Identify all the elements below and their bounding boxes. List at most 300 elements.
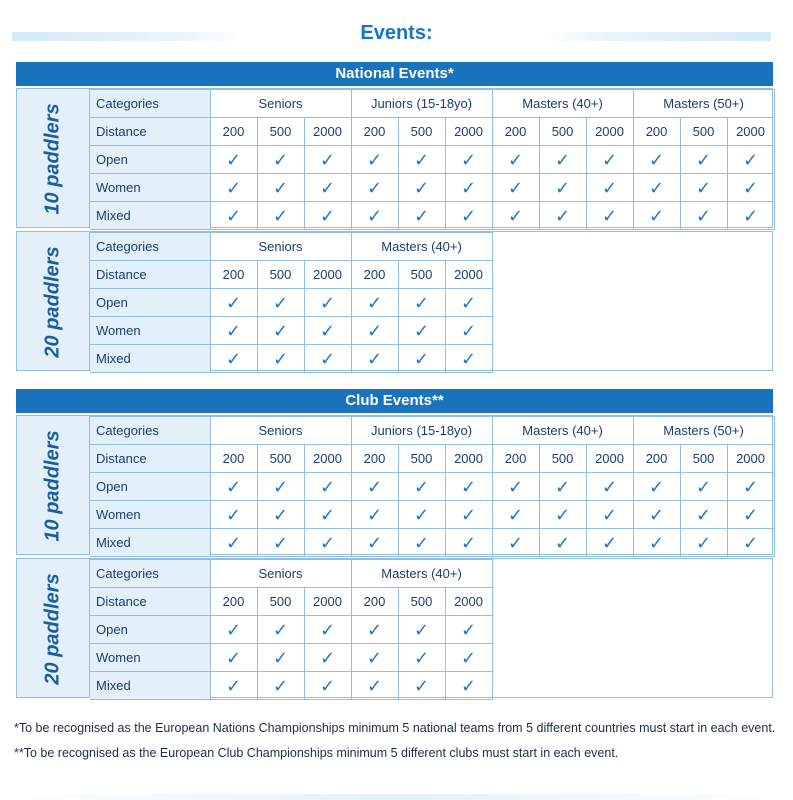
- check-cell: [304, 289, 351, 317]
- check-icon: ✓: [696, 205, 712, 226]
- section-national-events: [16, 62, 773, 371]
- check-icon: ✓: [225, 476, 242, 497]
- check-cell: [257, 289, 304, 317]
- check-cell: [680, 501, 727, 529]
- distance-cell: 2000: [727, 118, 774, 146]
- check-cell: [633, 529, 680, 557]
- check-icon: ✓: [696, 504, 712, 525]
- event-row: [90, 289, 492, 317]
- check-cell: [257, 146, 304, 174]
- distance-cell: 500: [539, 445, 586, 473]
- check-cell: [539, 501, 586, 529]
- check-cell: [304, 174, 351, 202]
- distance-cell: 500: [398, 445, 445, 473]
- categories-row: [90, 233, 492, 261]
- check-icon: ✓: [555, 149, 571, 170]
- check-cell: [680, 473, 727, 501]
- check-cell: [445, 146, 492, 174]
- categories-row: [90, 417, 774, 445]
- row-label: Open: [90, 146, 210, 174]
- check-cell: [539, 174, 586, 202]
- check-icon: ✓: [602, 205, 618, 226]
- page-header: [0, 18, 793, 52]
- check-cell: [304, 473, 351, 501]
- check-cell: [304, 202, 351, 230]
- check-cell: [445, 289, 492, 317]
- check-cell: [445, 317, 492, 345]
- check-icon: ✓: [460, 476, 477, 497]
- check-cell: [445, 529, 492, 557]
- check-icon: ✓: [272, 619, 289, 640]
- distance-cell: 2000: [586, 445, 633, 473]
- check-cell: [586, 473, 633, 501]
- block-10-paddlers: [16, 415, 773, 555]
- distance-cell: 2000: [445, 445, 492, 473]
- check-icon: ✓: [413, 476, 430, 497]
- check-icon: ✓: [649, 177, 665, 198]
- check-icon: ✓: [602, 149, 618, 170]
- check-icon: ✓: [508, 532, 524, 553]
- row-label: Women: [90, 317, 210, 345]
- events-table: [90, 89, 775, 230]
- row-label: Women: [90, 174, 210, 202]
- check-icon: ✓: [366, 675, 383, 696]
- check-icon: ✓: [366, 532, 383, 553]
- check-cell: [304, 672, 351, 700]
- distance-cell: 200: [633, 445, 680, 473]
- check-icon: ✓: [602, 476, 618, 497]
- check-cell: [257, 345, 304, 373]
- check-icon: ✓: [272, 292, 289, 313]
- check-cell: [257, 616, 304, 644]
- check-icon: ✓: [319, 320, 336, 341]
- category-header: Masters (40+): [492, 417, 633, 445]
- event-row: [90, 473, 774, 501]
- check-icon: ✓: [319, 292, 336, 313]
- distance-cell: 500: [398, 118, 445, 146]
- check-cell: [398, 345, 445, 373]
- check-icon: ✓: [413, 675, 430, 696]
- distance-cell: 500: [680, 118, 727, 146]
- check-cell: [351, 202, 398, 230]
- distance-row: [90, 445, 774, 473]
- check-cell: [492, 529, 539, 557]
- distance-cell: 2000: [586, 118, 633, 146]
- check-cell: [304, 345, 351, 373]
- check-icon: ✓: [696, 149, 712, 170]
- check-cell: [257, 202, 304, 230]
- distance-cell: 200: [210, 445, 257, 473]
- distance-cell: 500: [398, 261, 445, 289]
- category-header: Seniors: [210, 560, 351, 588]
- check-icon: ✓: [413, 504, 430, 525]
- check-cell: [445, 345, 492, 373]
- check-icon: ✓: [602, 177, 618, 198]
- footnote-club: **To be recognised as the European Club Championships minimum 5 different clubs must start in each event.: [14, 746, 619, 760]
- check-cell: [633, 501, 680, 529]
- distance-cell: 2000: [304, 261, 351, 289]
- check-icon: ✓: [413, 532, 430, 553]
- check-cell: [398, 672, 445, 700]
- check-cell: [633, 174, 680, 202]
- row-label: Mixed: [90, 345, 210, 373]
- distance-cell: 200: [492, 118, 539, 146]
- check-cell: [304, 644, 351, 672]
- category-header: Masters (50+): [633, 90, 774, 118]
- check-icon: ✓: [366, 149, 383, 170]
- check-cell: [257, 317, 304, 345]
- check-cell: [539, 529, 586, 557]
- check-icon: ✓: [413, 177, 430, 198]
- check-icon: ✓: [413, 348, 430, 369]
- row-label: Mixed: [90, 529, 210, 557]
- check-icon: ✓: [272, 675, 289, 696]
- check-icon: ✓: [225, 205, 242, 226]
- check-cell: [680, 146, 727, 174]
- check-icon: ✓: [460, 647, 477, 668]
- check-icon: ✓: [460, 320, 477, 341]
- check-icon: ✓: [225, 647, 242, 668]
- check-cell: [257, 174, 304, 202]
- side-label: 10 paddlers: [41, 430, 64, 542]
- check-icon: ✓: [272, 532, 289, 553]
- category-header: Masters (40+): [351, 233, 492, 261]
- check-icon: ✓: [508, 177, 524, 198]
- check-icon: ✓: [225, 320, 242, 341]
- check-cell: [210, 473, 257, 501]
- check-icon: ✓: [649, 149, 665, 170]
- check-icon: ✓: [743, 149, 759, 170]
- distance-cell: 2000: [304, 588, 351, 616]
- check-icon: ✓: [460, 532, 477, 553]
- side-label: 20 paddlers: [41, 246, 64, 358]
- check-icon: ✓: [460, 149, 477, 170]
- check-cell: [398, 529, 445, 557]
- check-icon: ✓: [413, 205, 430, 226]
- check-cell: [257, 672, 304, 700]
- distance-cell: 500: [257, 261, 304, 289]
- check-cell: [351, 289, 398, 317]
- check-cell: [727, 146, 774, 174]
- check-cell: [680, 174, 727, 202]
- distance-cell: 2000: [304, 445, 351, 473]
- check-cell: [680, 202, 727, 230]
- check-icon: ✓: [508, 149, 524, 170]
- block-20-paddlers: [16, 231, 773, 371]
- check-icon: ✓: [508, 504, 524, 525]
- check-cell: [445, 473, 492, 501]
- events-table: [90, 559, 493, 700]
- event-row: [90, 672, 492, 700]
- distance-cell: 200: [210, 588, 257, 616]
- check-cell: [633, 473, 680, 501]
- check-icon: ✓: [460, 675, 477, 696]
- block-10-paddlers: [16, 88, 773, 228]
- check-cell: [210, 644, 257, 672]
- check-icon: ✓: [366, 476, 383, 497]
- check-cell: [210, 289, 257, 317]
- check-icon: ✓: [696, 476, 712, 497]
- check-cell: [210, 616, 257, 644]
- check-icon: ✓: [366, 504, 383, 525]
- check-icon: ✓: [508, 205, 524, 226]
- check-cell: [633, 202, 680, 230]
- check-cell: [586, 501, 633, 529]
- event-row: [90, 501, 774, 529]
- row-label: Mixed: [90, 202, 210, 230]
- check-icon: ✓: [743, 205, 759, 226]
- event-row: [90, 317, 492, 345]
- check-icon: ✓: [460, 619, 477, 640]
- check-icon: ✓: [272, 320, 289, 341]
- check-icon: ✓: [555, 532, 571, 553]
- check-cell: [351, 616, 398, 644]
- check-icon: ✓: [366, 292, 383, 313]
- check-icon: ✓: [272, 476, 289, 497]
- check-icon: ✓: [460, 292, 477, 313]
- check-icon: ✓: [225, 177, 242, 198]
- side-label: 10 paddlers: [41, 103, 64, 215]
- side-panel: [17, 89, 90, 227]
- check-icon: ✓: [272, 504, 289, 525]
- event-row: [90, 616, 492, 644]
- check-cell: [727, 202, 774, 230]
- check-cell: [398, 317, 445, 345]
- check-icon: ✓: [743, 476, 759, 497]
- check-icon: ✓: [743, 532, 759, 553]
- check-cell: [398, 174, 445, 202]
- check-icon: ✓: [225, 149, 242, 170]
- check-icon: ✓: [649, 532, 665, 553]
- row-label: Categories: [90, 90, 210, 118]
- categories-row: [90, 90, 774, 118]
- check-icon: ✓: [366, 205, 383, 226]
- check-icon: ✓: [366, 619, 383, 640]
- distance-cell: 200: [351, 118, 398, 146]
- check-icon: ✓: [366, 647, 383, 668]
- check-icon: ✓: [272, 177, 289, 198]
- check-icon: ✓: [272, 348, 289, 369]
- events-table: [90, 232, 493, 373]
- distance-row: [90, 118, 774, 146]
- section-title: National Events*: [16, 62, 773, 88]
- check-icon: ✓: [460, 504, 477, 525]
- check-cell: [351, 146, 398, 174]
- check-icon: ✓: [319, 647, 336, 668]
- distance-cell: 2000: [445, 261, 492, 289]
- category-header: Seniors: [210, 233, 351, 261]
- event-row: [90, 146, 774, 174]
- distance-cell: 200: [492, 445, 539, 473]
- check-cell: [539, 473, 586, 501]
- side-label: 20 paddlers: [41, 573, 64, 685]
- check-icon: ✓: [319, 149, 336, 170]
- check-icon: ✓: [319, 619, 336, 640]
- check-cell: [351, 174, 398, 202]
- distance-cell: 200: [210, 261, 257, 289]
- row-label: Open: [90, 473, 210, 501]
- check-icon: ✓: [649, 476, 665, 497]
- side-panel: [17, 416, 90, 554]
- check-cell: [727, 529, 774, 557]
- distance-cell: 200: [210, 118, 257, 146]
- check-cell: [210, 146, 257, 174]
- check-icon: ✓: [319, 504, 336, 525]
- check-cell: [398, 202, 445, 230]
- check-cell: [351, 529, 398, 557]
- check-cell: [727, 501, 774, 529]
- check-icon: ✓: [602, 532, 618, 553]
- check-cell: [586, 174, 633, 202]
- check-cell: [680, 529, 727, 557]
- row-label: Distance: [90, 261, 210, 289]
- check-icon: ✓: [743, 177, 759, 198]
- check-icon: ✓: [696, 532, 712, 553]
- check-icon: ✓: [366, 320, 383, 341]
- check-cell: [210, 501, 257, 529]
- check-icon: ✓: [743, 504, 759, 525]
- check-cell: [398, 289, 445, 317]
- check-cell: [210, 529, 257, 557]
- row-label: Open: [90, 616, 210, 644]
- row-label: Women: [90, 501, 210, 529]
- check-cell: [398, 644, 445, 672]
- distance-cell: 500: [398, 588, 445, 616]
- check-icon: ✓: [508, 476, 524, 497]
- distance-cell: 2000: [445, 118, 492, 146]
- page-title: Events:: [360, 22, 433, 44]
- check-cell: [257, 529, 304, 557]
- check-cell: [445, 644, 492, 672]
- category-header: Juniors (15-18yo): [351, 90, 492, 118]
- distance-row: [90, 261, 492, 289]
- check-cell: [539, 146, 586, 174]
- check-cell: [727, 473, 774, 501]
- check-icon: ✓: [366, 348, 383, 369]
- category-header: Seniors: [210, 417, 351, 445]
- side-panel: [17, 559, 90, 697]
- row-label: Categories: [90, 560, 210, 588]
- check-cell: [351, 672, 398, 700]
- check-cell: [210, 345, 257, 373]
- check-icon: ✓: [413, 619, 430, 640]
- check-icon: ✓: [319, 205, 336, 226]
- check-icon: ✓: [555, 504, 571, 525]
- check-cell: [586, 529, 633, 557]
- check-cell: [398, 616, 445, 644]
- check-cell: [492, 174, 539, 202]
- check-icon: ✓: [319, 348, 336, 369]
- check-cell: [210, 174, 257, 202]
- check-icon: ✓: [460, 205, 477, 226]
- check-cell: [398, 473, 445, 501]
- check-icon: ✓: [272, 647, 289, 668]
- distance-cell: 200: [633, 118, 680, 146]
- row-label: Categories: [90, 417, 210, 445]
- check-icon: ✓: [225, 292, 242, 313]
- check-cell: [210, 317, 257, 345]
- check-icon: ✓: [696, 177, 712, 198]
- footnote-national: *To be recognised as the European Nations Championships minimum 5 national teams from 5 different countries must start in each event.: [14, 721, 776, 735]
- check-icon: ✓: [413, 647, 430, 668]
- events-table: [90, 416, 775, 557]
- check-cell: [492, 473, 539, 501]
- row-label: Mixed: [90, 672, 210, 700]
- distance-cell: 500: [257, 588, 304, 616]
- category-header: Masters (40+): [351, 560, 492, 588]
- section-club-events: [16, 389, 773, 698]
- check-icon: ✓: [225, 504, 242, 525]
- check-cell: [210, 202, 257, 230]
- row-label: Distance: [90, 118, 210, 146]
- check-cell: [633, 146, 680, 174]
- distance-cell: 2000: [445, 588, 492, 616]
- check-cell: [351, 644, 398, 672]
- check-icon: ✓: [272, 149, 289, 170]
- check-icon: ✓: [319, 476, 336, 497]
- check-icon: ✓: [460, 348, 477, 369]
- check-cell: [727, 174, 774, 202]
- check-cell: [210, 672, 257, 700]
- check-icon: ✓: [366, 177, 383, 198]
- bottom-decoration: [0, 794, 793, 800]
- check-cell: [445, 174, 492, 202]
- footnotes: [14, 720, 779, 770]
- section-title: Club Events**: [16, 389, 773, 415]
- check-icon: ✓: [319, 532, 336, 553]
- row-label: Distance: [90, 588, 210, 616]
- check-cell: [445, 501, 492, 529]
- row-label: Distance: [90, 445, 210, 473]
- check-cell: [304, 616, 351, 644]
- check-cell: [586, 146, 633, 174]
- check-cell: [304, 146, 351, 174]
- side-panel: [17, 232, 90, 370]
- check-cell: [539, 202, 586, 230]
- check-cell: [445, 202, 492, 230]
- check-cell: [304, 317, 351, 345]
- check-icon: ✓: [413, 320, 430, 341]
- check-icon: ✓: [460, 177, 477, 198]
- row-label: Open: [90, 289, 210, 317]
- distance-cell: 500: [539, 118, 586, 146]
- category-header: Masters (50+): [633, 417, 774, 445]
- category-header: Seniors: [210, 90, 351, 118]
- check-cell: [257, 501, 304, 529]
- row-label: Categories: [90, 233, 210, 261]
- header-decoration-right: [539, 32, 771, 41]
- check-cell: [586, 202, 633, 230]
- check-icon: ✓: [319, 177, 336, 198]
- check-cell: [351, 317, 398, 345]
- distance-cell: 2000: [727, 445, 774, 473]
- check-cell: [398, 501, 445, 529]
- check-icon: ✓: [225, 532, 242, 553]
- category-header: Juniors (15-18yo): [351, 417, 492, 445]
- check-icon: ✓: [649, 205, 665, 226]
- check-cell: [492, 501, 539, 529]
- event-row: [90, 174, 774, 202]
- check-icon: ✓: [413, 149, 430, 170]
- distance-cell: 200: [351, 445, 398, 473]
- distance-cell: 500: [257, 118, 304, 146]
- category-header: Masters (40+): [492, 90, 633, 118]
- check-icon: ✓: [555, 177, 571, 198]
- distance-cell: 500: [257, 445, 304, 473]
- check-icon: ✓: [225, 619, 242, 640]
- check-icon: ✓: [272, 205, 289, 226]
- check-icon: ✓: [225, 348, 242, 369]
